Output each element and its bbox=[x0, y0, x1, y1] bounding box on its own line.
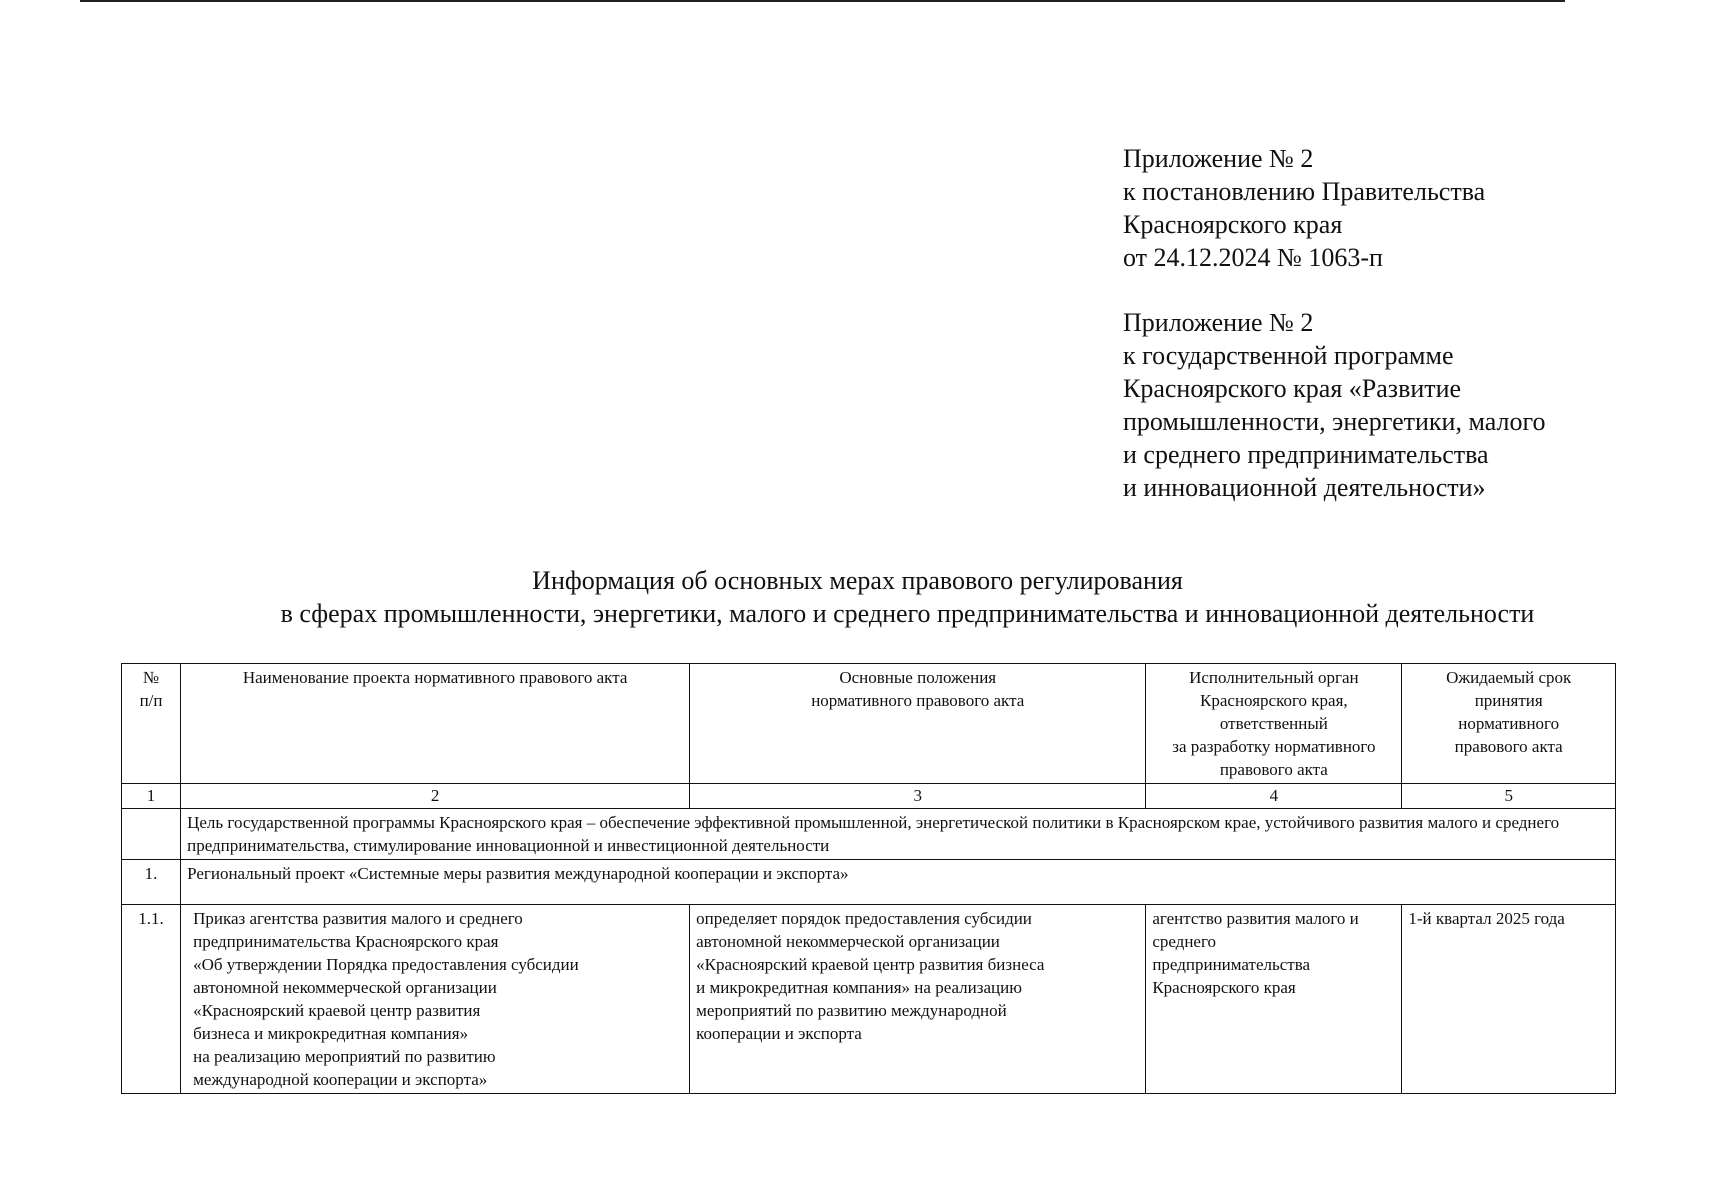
table-header-row bbox=[122, 664, 1616, 784]
appendix-line: от 24.12.2024 № 1063-п bbox=[1123, 243, 1383, 272]
act-provisions: определяет порядок предоставления субсидии автономной некоммерческой организации «Красноярский краевой центр развития бизнеса и микрокредитная компания» на реализацию мероприятий по развитию международной кооперации и экспорта bbox=[690, 905, 1146, 1094]
appendix-line: и среднего предпринимательства bbox=[1123, 440, 1489, 469]
document-title bbox=[0, 564, 1715, 630]
column-number: 5 bbox=[1402, 784, 1616, 809]
project-number: 1. bbox=[122, 860, 181, 905]
legal-measures-table bbox=[121, 663, 1616, 1094]
program-goal-text: Цель государственной программы Красноярского края – обеспечение эффективной промышленной, энергетической политики в Красноярском крае, устойчивого развития малого и среднего предпринимательства, стимулирование инновационной и инвестиционной деятельности bbox=[181, 809, 1616, 860]
act-name: Приказ агентства развития малого и среднего предпринимательства Красноярского края «Об утверждении Порядка предоставления субсидии автономной некоммерческой организации «Красноярский краевой центр развития бизнеса и микрокредитная компания» на реализацию мероприятий по развитию международной кооперации и экспорта» bbox=[181, 905, 690, 1094]
appendix-line: и инновационной деятельности» bbox=[1123, 473, 1486, 502]
header-act-name: Наименование проекта нормативного правового акта bbox=[181, 664, 690, 784]
top-border-line bbox=[80, 0, 1565, 2]
column-number: 2 bbox=[181, 784, 690, 809]
column-number: 3 bbox=[690, 784, 1146, 809]
appendix-header-program bbox=[1123, 306, 1546, 504]
header-deadline: Ожидаемый срок принятия нормативного правового акта bbox=[1402, 664, 1616, 784]
project-name: Региональный проект «Системные меры развития международной кооперации и экспорта» bbox=[181, 860, 1616, 905]
column-number: 1 bbox=[122, 784, 181, 809]
goal-number-cell bbox=[122, 809, 181, 860]
program-goal-row bbox=[122, 809, 1616, 860]
appendix-line: промышленности, энергетики, малого bbox=[1123, 407, 1546, 436]
responsible-authority: агентство развития малого и среднего предпринимательства Красноярского края bbox=[1146, 905, 1402, 1094]
document-title-line-1: Информация об основных мерах правового регулирования bbox=[532, 566, 1183, 595]
appendix-line: к государственной программе bbox=[1123, 341, 1454, 370]
header-provisions: Основные положения нормативного правового акта bbox=[690, 664, 1146, 784]
column-number: 4 bbox=[1146, 784, 1402, 809]
column-number-row bbox=[122, 784, 1616, 809]
appendix-line: Красноярского края «Развитие bbox=[1123, 374, 1462, 403]
row-number: 1.1. bbox=[122, 905, 181, 1094]
regional-project-row bbox=[122, 860, 1616, 905]
appendix-line: Приложение № 2 bbox=[1123, 144, 1314, 173]
document-title-line-2: в сферах промышленности, энергетики, малого и среднего предпринимательства и инновационной деятельности bbox=[280, 599, 1535, 628]
appendix-line: к постановлению Правительства bbox=[1123, 177, 1486, 206]
appendix-header-resolution bbox=[1123, 142, 1485, 274]
table-row bbox=[122, 905, 1616, 1094]
appendix-line: Красноярского края bbox=[1123, 210, 1343, 239]
appendix-line: Приложение № 2 bbox=[1123, 308, 1314, 337]
header-authority: Исполнительный орган Красноярского края, ответственный за разработку нормативного правового акта bbox=[1146, 664, 1402, 784]
expected-deadline: 1-й квартал 2025 года bbox=[1402, 905, 1616, 1094]
header-number: № п/п bbox=[122, 664, 181, 784]
